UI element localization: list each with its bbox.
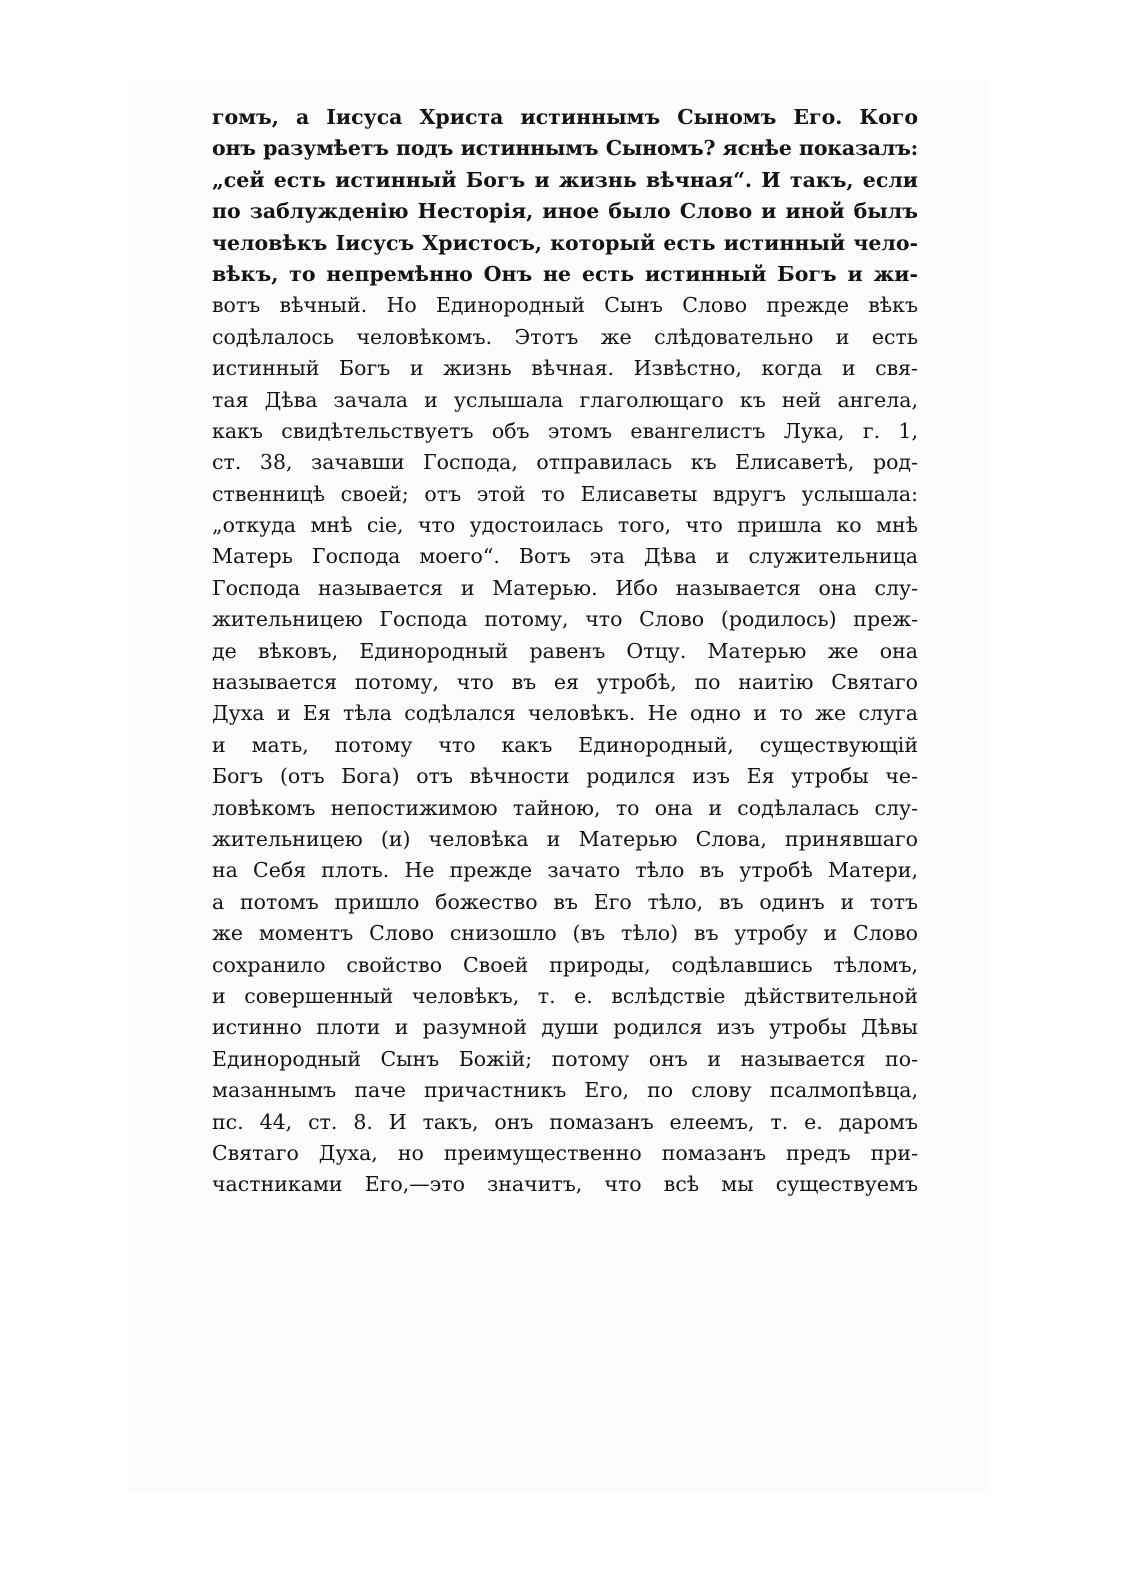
text-line: Богъ (отъ Бога) отъ вѣчности родился изъ Ея утробы че- [212,764,918,789]
text-line: мазаннымъ паче причастникъ Его, по слову псалмопѣвца, [212,1078,918,1103]
text-line: вотъ вѣчный. Но Единородный Сынъ Слово прежде вѣкъ [212,293,918,318]
text-line: ственницѣ своей; отъ этой то Елисаветы вдругъ услышала: [212,481,918,506]
text-line: называется потому, что въ ея утробѣ, по наитію Святаго [212,670,918,695]
text-line: Святаго Духа, но преимущественно помазанъ предъ при- [212,1140,918,1165]
text-line: пс. 44, ст. 8. И такъ, онъ помазанъ елеемъ, т. е. даромъ [212,1109,918,1134]
page-body-text [212,102,918,1201]
text-line: по заблужденію Несторія, иное было Слово и иной былъ [212,199,918,224]
text-line: же моментъ Слово снизошло (въ тѣло) въ утробу и Слово [212,921,918,946]
text-line: „откуда мнѣ сіе, что удостоилась того, что пришла ко мнѣ [212,513,918,538]
text-line: онъ разумѣетъ подъ истиннымъ Сыномъ? яснѣе показалъ: [212,136,918,161]
text-line: жительницею Господа потому, что Слово (родилось) преж- [212,607,918,632]
text-line: частниками Его,—это значитъ, что всѣ мы существуемъ [212,1172,918,1197]
text-line: вѣкъ, то непремѣнно Онъ не есть истинный Богъ и жи- [212,261,918,286]
text-line: „сей есть истинный Богъ и жизнь вѣчная“. И такъ, если [212,167,918,192]
text-line: жительницею (и) человѣка и Матерью Слова, принявшаго [212,826,918,851]
text-line: человѣкъ Іисусъ Христосъ, который есть истинный чело- [212,230,918,255]
text-line: Духа и Ея тѣла содѣлался человѣкъ. Не одно и то же слуга [212,701,918,726]
text-line: на Себя плоть. Не прежде зачато тѣло въ утробѣ Матери, [212,858,918,883]
text-line: содѣлалось человѣкомъ. Этотъ же слѣдовательно и есть [212,324,918,349]
text-line: истинный Богъ и жизнь вѣчная. Извѣстно, когда и свя- [212,356,918,381]
text-line: тая Дѣва зачала и услышала глаголющаго къ ней ангела, [212,387,918,412]
text-line: ловѣкомъ непостижимою тайною, то она и содѣлалась слу- [212,795,918,820]
text-line: Матерь Господа моего“. Вотъ эта Дѣва и служительница [212,544,918,569]
text-line: Единородный Сынъ Божій; потому онъ и называется по- [212,1046,918,1071]
text-line: Господа называется и Матерью. Ибо называется она слу- [212,575,918,600]
text-line: де вѣковъ, Единородный равенъ Отцу. Матерью же она [212,638,918,663]
text-line: и совершенный человѣкъ, т. е. вслѣдствіе дѣйствительной [212,983,918,1008]
text-line: ст. 38, зачавши Господа, отправилась къ Елисаветѣ, род- [212,450,918,475]
text-line: какъ свидѣтельствуетъ объ этомъ евангелистъ Лука, г. 1, [212,418,918,443]
text-line: истинно плоти и разумной души родился изъ утробы Дѣвы [212,1015,918,1040]
text-line: гомъ, а Іисуса Христа истиннымъ Сыномъ Его. Кого [212,105,918,129]
text-line: и мать, потому что какъ Единородный, существующій [212,732,918,757]
text-line: а потомъ пришло божество въ Его тѣло, въ одинъ и тотъ [212,889,918,914]
text-line: сохранило свойство Своей природы, содѣлавшись тѣломъ, [212,952,918,977]
